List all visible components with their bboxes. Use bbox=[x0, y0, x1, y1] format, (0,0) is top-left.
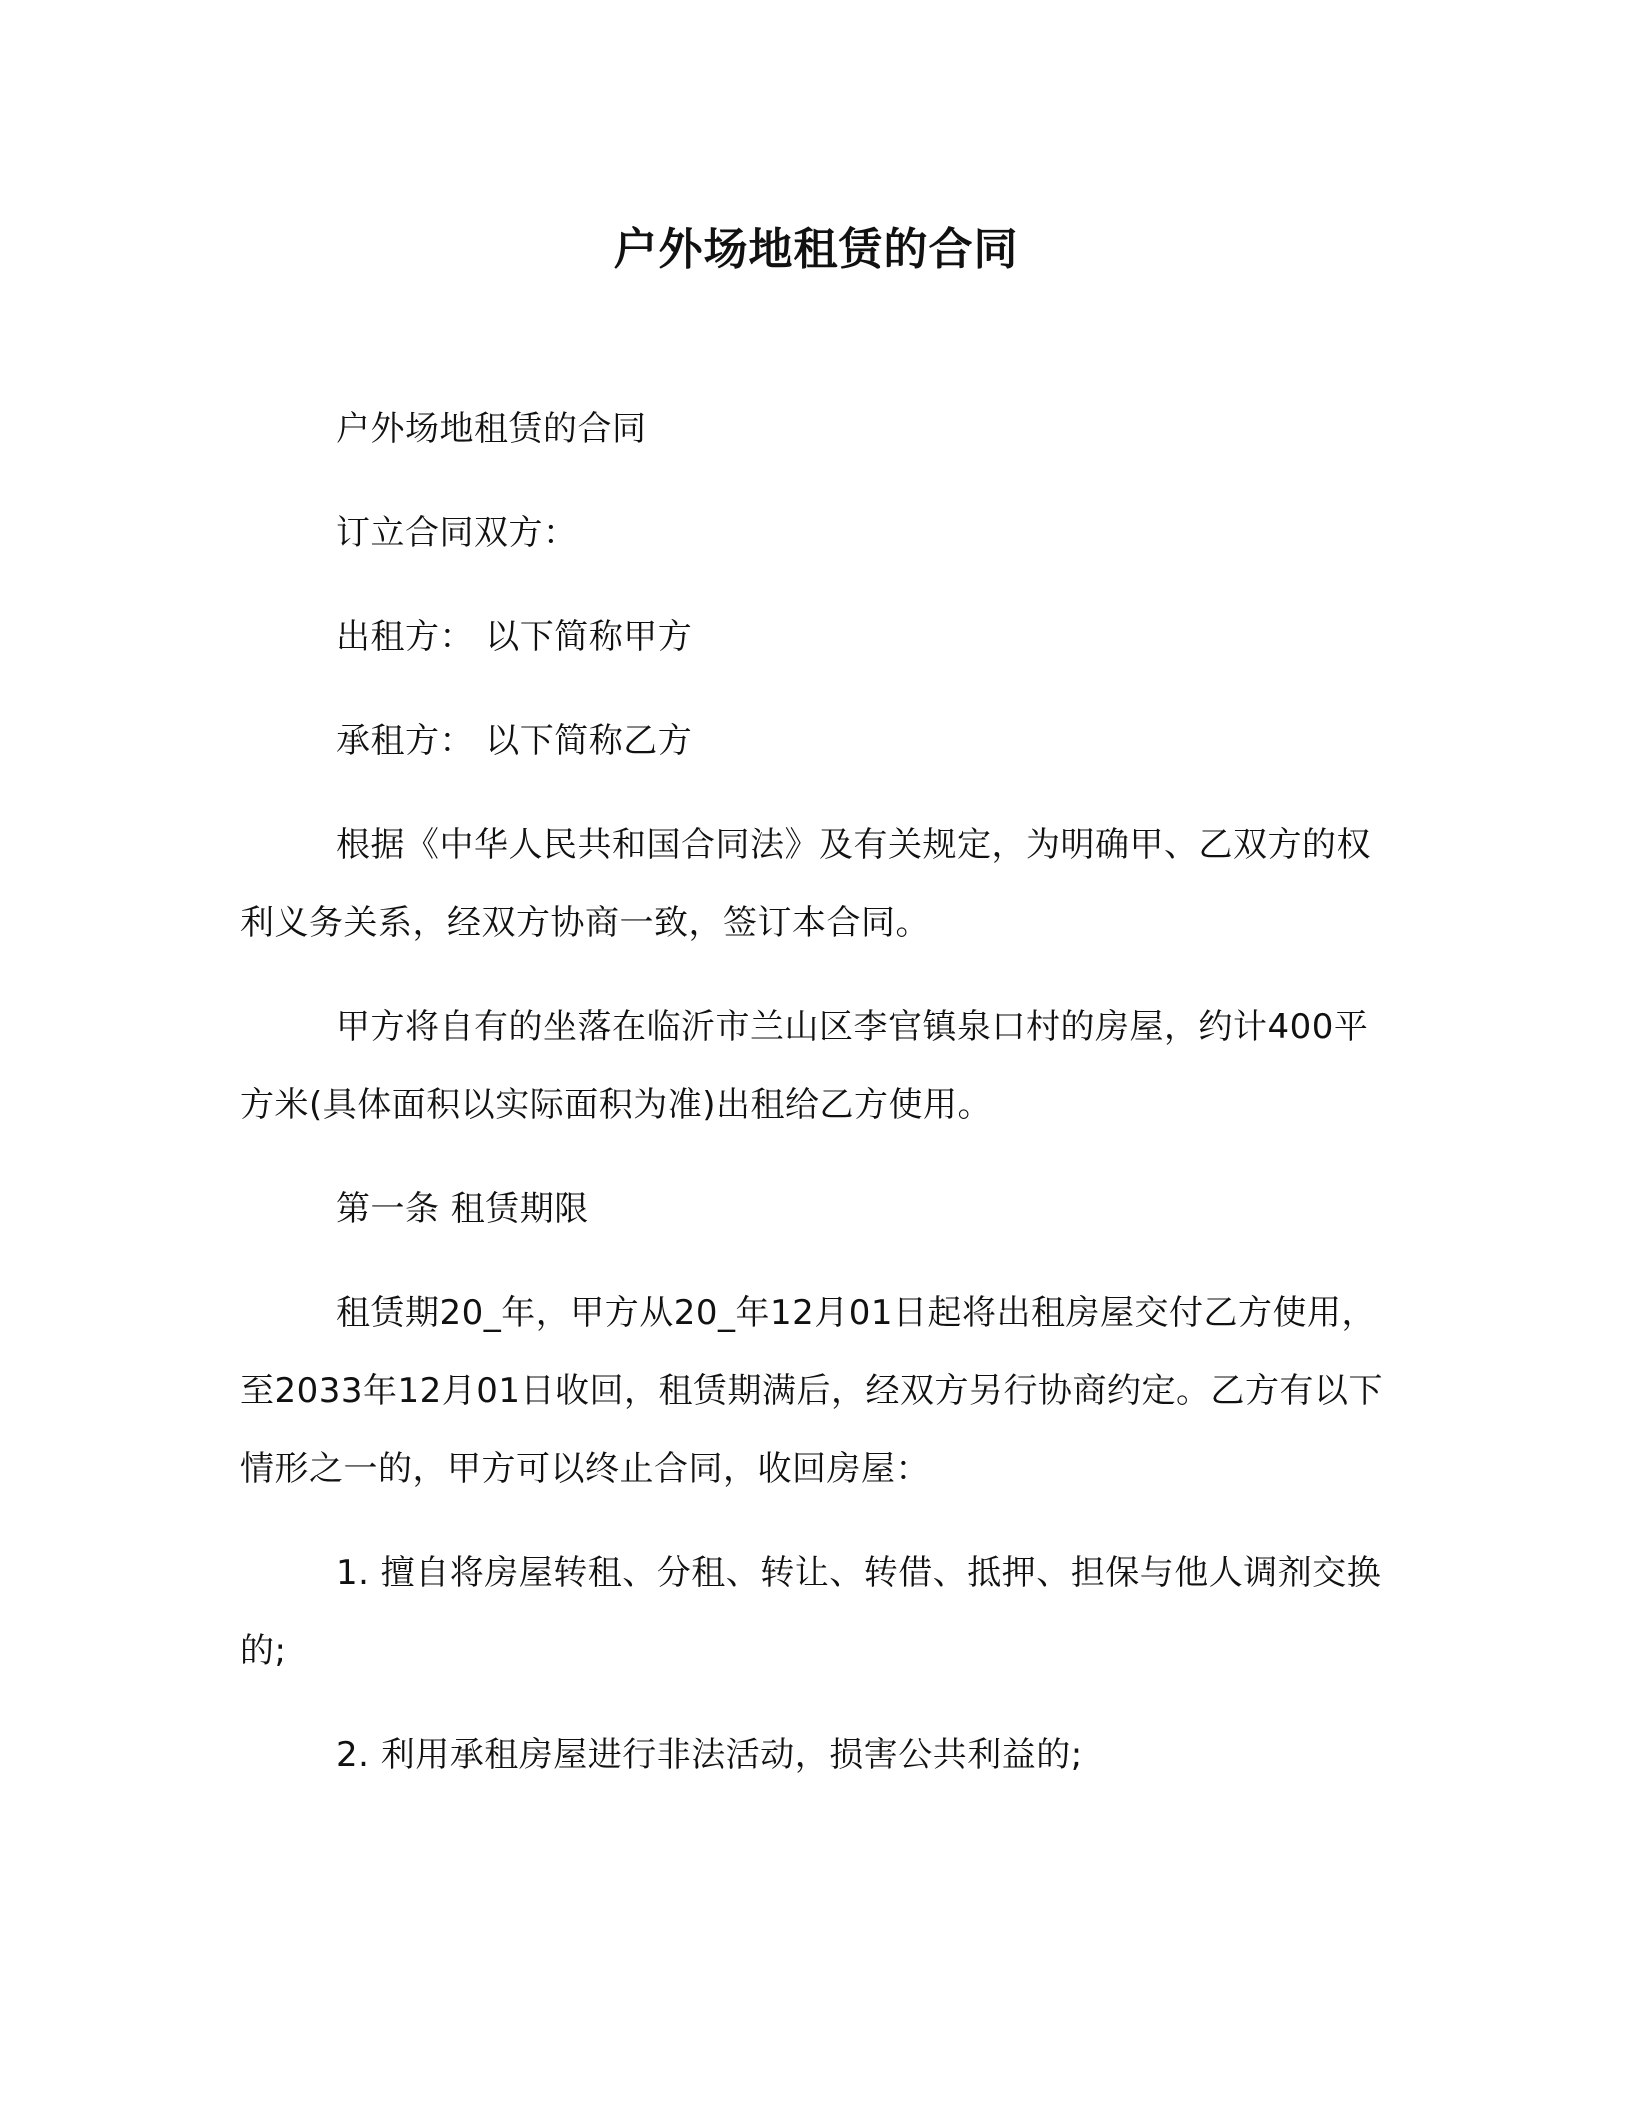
paragraph-clause-2: 2. 利用承租房屋进行非法活动，损害公共利益的; bbox=[336, 1735, 1083, 1775]
paragraph-heading-repeat: 户外场地租赁的合同 bbox=[336, 409, 647, 449]
paragraph-article-one: 第一条 租赁期限 bbox=[336, 1189, 589, 1229]
paragraph-term: 租赁期20_年，甲方从20_年12月01日起将出租房屋交付乙方使用，至2033年12月01日收回，租赁期满后，经双方另行协商约定。乙方有以下情形之一的，甲方可以终止合同，收回房屋： bbox=[240, 1293, 1384, 1489]
paragraph-property: 甲方将自有的坐落在临沂市兰山区李官镇泉口村的房屋，约计400平方米(具体面积以实际面积为准)出租给乙方使用。 bbox=[240, 1007, 1369, 1125]
paragraph-legal-basis: 根据《中华人民共和国合同法》及有关规定，为明确甲、乙双方的权利义务关系，经双方协商一致，签订本合同。 bbox=[240, 825, 1371, 943]
paragraph-clause-1: 1. 擅自将房屋转租、分租、转让、转借、抵押、担保与他人调剂交换的; bbox=[240, 1553, 1382, 1671]
paragraph-parties: 订立合同双方： bbox=[336, 513, 578, 553]
document-title: 户外场地租赁的合同 bbox=[613, 224, 1019, 275]
paragraph-lessee: 承租方： 以下简称乙方 bbox=[336, 721, 693, 761]
paragraph-lessor: 出租方： 以下简称甲方 bbox=[336, 617, 693, 657]
